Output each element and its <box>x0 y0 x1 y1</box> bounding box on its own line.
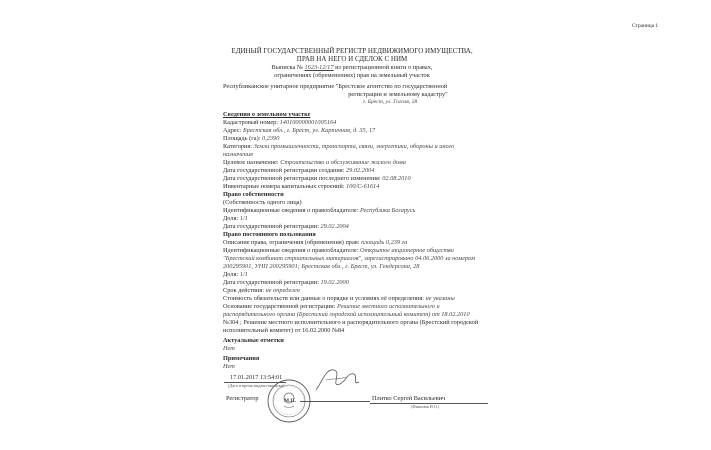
extract-subject: ограничениях (обременениях) прав на земельный участок <box>274 72 430 79</box>
extract-line <box>272 64 433 72</box>
ownership-title: Право собственности <box>223 191 284 198</box>
field-value: не указаны <box>425 295 455 302</box>
ownership-type: (Собственность одного лица) <box>223 199 302 206</box>
stamp-caption: М.П. <box>284 398 296 404</box>
field-value: 29.02.2004 <box>346 167 375 174</box>
field-area <box>223 135 279 143</box>
field-label: Инвентарные номера капитальных строений: <box>223 183 345 190</box>
extract-prefix: Выписка № <box>271 64 303 71</box>
ownership-date <box>223 223 349 231</box>
field-label: Дата государственной регистрации: <box>223 279 319 286</box>
field-value: 29.02.2004 <box>320 223 349 230</box>
name-caption: (Фамилия И.О.) <box>411 404 440 409</box>
lease-basis <box>223 303 440 311</box>
field-value: Открытое акционерное общество <box>360 247 454 254</box>
field-value: Решение местного исполнительного и <box>337 303 440 310</box>
field-label: Идентификационные сведения о правообладателе: <box>223 207 359 214</box>
field-value: 1/1 <box>239 215 248 222</box>
registrar-label: Регистратор <box>226 395 259 402</box>
field-value: площадь 0,239 га <box>361 239 408 246</box>
field-address <box>223 127 375 135</box>
page-label: Страница 1 <box>632 23 659 29</box>
organization-line: Республиканское унитарное предприятие "Брестское агентство по государственной <box>223 83 448 90</box>
field-changed-date <box>223 175 411 183</box>
current-marks-title: Актуальные отметки <box>223 337 284 344</box>
signature-icon <box>312 362 362 396</box>
registrar-name: Плитко Сергей Васильевич <box>372 395 446 402</box>
lease-holder-cont-2: 200295901, УНП 200295901; Брестская обл., г. Брест, ул. Гендерсона, 28 <box>223 263 420 270</box>
extract-number: 1623-12/17 <box>304 64 334 71</box>
lease-basis-cont-3: исполнительный комитет) от 16.02.2000 №84 <box>223 327 345 334</box>
field-cadastral-number <box>223 119 336 127</box>
field-value: 19.02.2000 <box>320 279 349 286</box>
registry-title: ЕДИНЫЙ ГОСУДАРСТВЕННЫЙ РЕГИСТР НЕДВИЖИМОГО ИМУЩЕСТВА, <box>231 47 473 55</box>
issue-datetime-caption: (Дата и время выдачи выписки) <box>228 383 285 388</box>
field-label: Категория: <box>223 143 253 150</box>
field-label: Дата государственной регистрации создания: <box>223 167 345 174</box>
field-value: Брестская обл., г. Брест, ул. Кирпичная, д. 35, 17 <box>242 127 376 134</box>
current-marks-value: Нет <box>223 345 235 352</box>
lease-share <box>223 271 248 279</box>
field-label: Основание государственной регистрации: <box>223 303 336 310</box>
field-label: Площадь (га): <box>223 135 261 142</box>
field-label: Доля: <box>223 215 239 222</box>
lease-holder <box>223 247 454 255</box>
ownership-holder <box>223 207 415 215</box>
field-value: Земли промышленности, транспорта, связи, энергетики, обороны и иного <box>253 143 455 150</box>
lease-term <box>223 287 300 295</box>
field-label: Стоимость обязательств или данные о порядке и условиях её определения: <box>223 295 425 302</box>
lease-cost <box>223 295 455 303</box>
field-value: 02.08.2010 <box>382 175 411 182</box>
field-value: не определен <box>265 287 300 294</box>
field-label: Целевое назначение: <box>223 159 279 166</box>
registry-subtitle: ПРАВ НА НЕГО И СДЕЛОК С НИМ <box>296 55 408 63</box>
field-label: Дата государственной регистрации последнего изменения: <box>223 175 381 182</box>
lease-holder-cont: "Брестский комбинат строительных материалов", зарегистрировано 04.06.2000 за номером <box>223 255 476 262</box>
field-created-date <box>223 167 374 175</box>
lease-description <box>223 239 407 247</box>
issue-datetime: 17.01.2017 13:54:01 <box>230 374 283 381</box>
field-label: Адрес: <box>223 127 242 134</box>
section-title: Сведения о земельном участке <box>223 111 311 118</box>
field-label: Кадастровый номер: <box>223 119 279 126</box>
field-label: Описание права, ограничения (обременения) прав: <box>223 239 360 246</box>
signature-underline <box>300 401 370 402</box>
lease-basis-cont: распорядительного органа (Брестский городской исполнительный комитет) от 18.02.2010 <box>223 311 470 318</box>
field-value: 0,2390 <box>262 135 280 142</box>
lease-date <box>223 279 349 287</box>
field-value: 140100000001005164 <box>279 119 337 126</box>
notes-value: Нет <box>223 363 235 370</box>
field-label: Идентификационные сведения о правообладателе: <box>223 247 359 254</box>
field-inventory-numbers <box>223 183 379 191</box>
extract-suffix: из регистрационной книги о правах, <box>335 64 433 71</box>
field-purpose <box>223 159 406 167</box>
lease-basis-cont-2: №304 ; Решение местного исполнительного и распорядительного органа (Брестский городской <box>223 319 479 326</box>
ownership-share <box>223 215 248 223</box>
organization-line-2: регистрации и земельному кадастру" <box>348 91 448 98</box>
field-category-cont: назначения <box>223 151 253 158</box>
field-value: Строительство и обслуживание жилого дома <box>280 159 406 166</box>
field-value: 1/1 <box>239 271 248 278</box>
field-value: Республика Беларусь <box>360 207 416 214</box>
lease-title: Право постоянного пользования <box>223 231 316 238</box>
field-label: Срок действия: <box>223 287 265 294</box>
notes-title: Примечания <box>223 355 260 362</box>
organization-address: г. Брест, ул. Гоголя, 28 <box>362 99 418 105</box>
field-label: Доля: <box>223 271 239 278</box>
field-value: 100/С-61614 <box>346 183 380 190</box>
field-category <box>223 143 454 151</box>
field-label: Дата государственной регистрации: <box>223 223 319 230</box>
